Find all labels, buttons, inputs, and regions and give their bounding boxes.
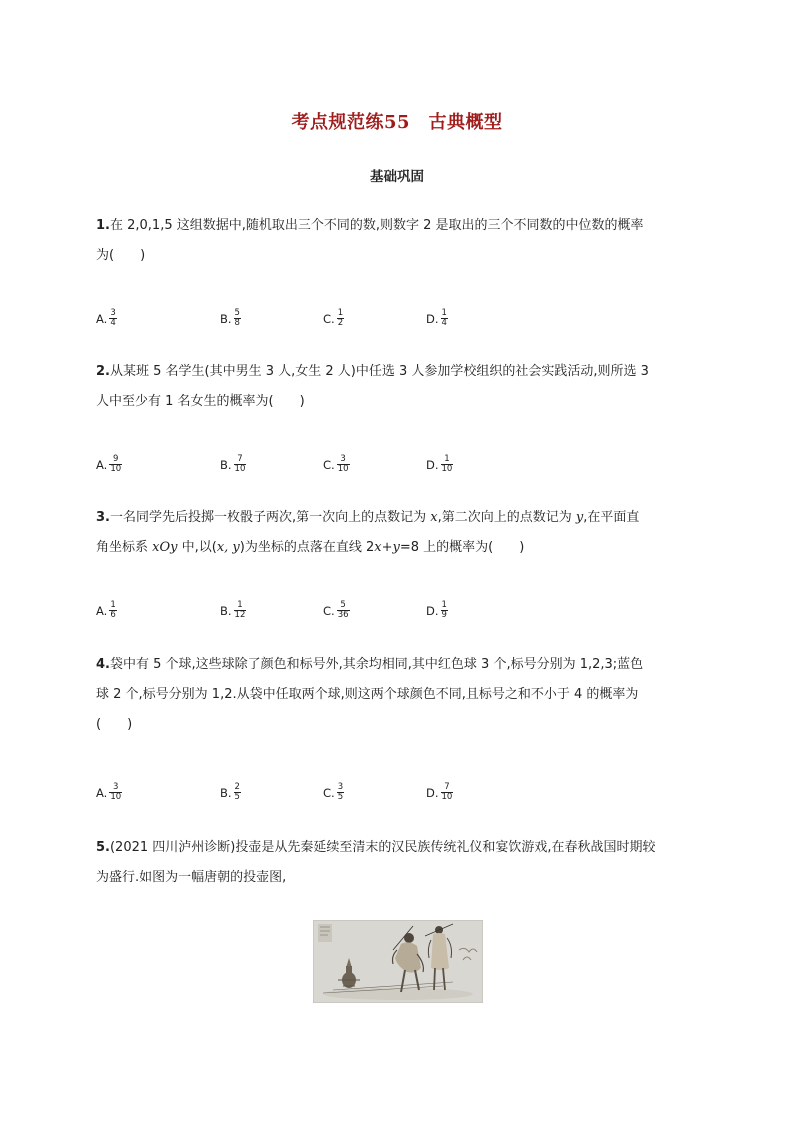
option-a[interactable]: A. $\frac{1}{6}$: [96, 600, 116, 620]
option-d[interactable]: D. $\frac{1}{9}$: [426, 600, 447, 620]
option-b[interactable]: B. $\frac{7}{10}$: [220, 454, 246, 474]
option-d[interactable]: D. $\frac{7}{10}$: [426, 782, 453, 802]
question-text: 人中至少有 1 名女生的概率为( ): [96, 394, 305, 409]
question-number: 5.: [96, 840, 110, 855]
question-1: [96, 211, 696, 271]
option-a[interactable]: A. $\frac{3}{4}$: [96, 308, 116, 328]
option-d[interactable]: D. $\frac{1}{10}$: [426, 454, 453, 474]
option-c[interactable]: C. $\frac{5}{36}$: [323, 600, 349, 620]
question-3: 3.一名同学先后投掷一枚骰子两次,第一次向上的点数记为 x,第二次向上的点数记为 y,在平面直 角坐标系 xOy 中,以(x, y)为坐标的点落在直线 2x+y=8 上的概率为( ): [96, 510, 640, 555]
question-number: 1.: [96, 218, 110, 233]
option-d[interactable]: D. $\frac{1}{4}$: [426, 308, 447, 328]
question-number: 2.: [96, 364, 110, 379]
option-a[interactable]: A. $\frac{9}{10}$: [96, 454, 122, 474]
question-text: 在 2,0,1,5 这组数据中,随机取出三个不同的数,则数字 2 是取出的三个不同数的中位数的概率: [109, 218, 644, 233]
question-5: [96, 833, 696, 893]
question-text: 从某班 5 名学生(其中男生 3 人,女生 2 人)中任选 3 人参加学校组织的社会实践活动,则所选 3: [109, 364, 649, 379]
question-2: [96, 357, 696, 417]
question-text: ( ): [96, 717, 133, 732]
option-b[interactable]: B. $\frac{2}{5}$: [220, 782, 240, 802]
option-c[interactable]: C. $\frac{3}{5}$: [323, 782, 344, 802]
question-text: 为( ): [96, 248, 146, 263]
page-title: 考点规范练55 古典概型: [291, 112, 503, 133]
section-heading: 基础巩固: [370, 169, 424, 185]
question-number: 4.: [96, 657, 110, 672]
tang-pitch-pot-painting: [313, 920, 483, 1003]
question-text: 为盛行.如图为一幅唐朝的投壶图,: [96, 870, 287, 885]
option-b[interactable]: B. $\frac{1}{12}$: [220, 600, 246, 620]
question-4: [96, 650, 696, 740]
option-c[interactable]: C. $\frac{3}{10}$: [323, 454, 349, 474]
question-number: 3.: [96, 510, 110, 525]
question-text: 袋中有 5 个球,这些球除了颜色和标号外,其余均相同,其中红色球 3 个,标号分别为 1,2,3;蓝色: [109, 657, 644, 672]
question-text: 球 2 个,标号分别为 1,2.从袋中任取两个球,则这两个球颜色不同,且标号之和不小于 4 的概率为: [96, 687, 639, 702]
question-text: (2021 四川泸州诊断)投壶是从先秦延续至清末的汉民族传统礼仪和宴饮游戏,在春秋战国时期较: [109, 840, 656, 855]
option-b[interactable]: B. $\frac{5}{8}$: [220, 308, 240, 328]
option-a[interactable]: A. $\frac{3}{10}$: [96, 782, 122, 802]
option-c[interactable]: C. $\frac{1}{2}$: [323, 308, 344, 328]
